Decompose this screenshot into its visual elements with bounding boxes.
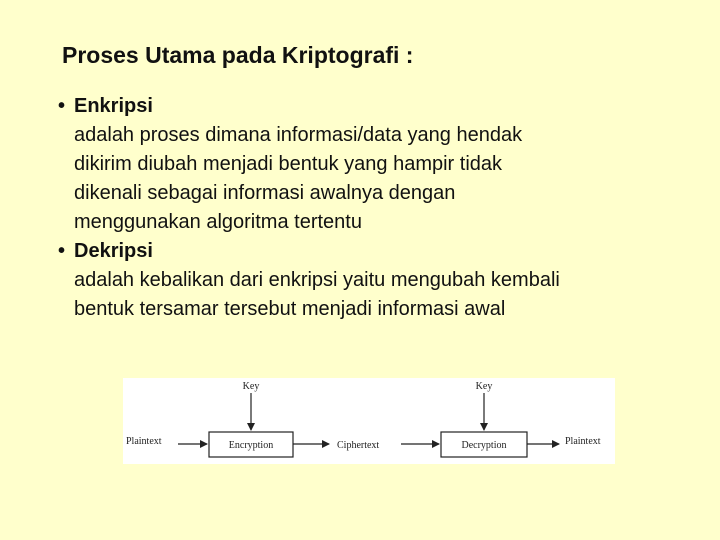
paragraph-dekripsi bbox=[58, 266, 698, 324]
bullet-mark: • bbox=[58, 240, 66, 262]
paragraph-line: dikenali sebagai informasi awalnya dengan bbox=[74, 182, 456, 204]
paragraph-line: adalah kebalikan dari enkripsi yaitu mengubah kembali bbox=[74, 269, 560, 291]
bullet-heading-enkripsi: Enkripsi bbox=[74, 95, 153, 117]
ciphertext-label: Ciphertext bbox=[337, 440, 380, 451]
bullet-heading-dekripsi: Dekripsi bbox=[74, 240, 153, 262]
bullet-enkripsi bbox=[58, 92, 698, 121]
paragraph-line: bentuk tersamar tersebut menjadi informasi awal bbox=[74, 298, 506, 320]
paragraph-line: dikirim diubah menjadi bentuk yang hampir tidak bbox=[74, 153, 503, 175]
crypto-flow-svg bbox=[123, 378, 615, 464]
bullet-dekripsi bbox=[58, 237, 698, 266]
bullet-mark: • bbox=[58, 95, 66, 117]
decryption-label: Decryption bbox=[461, 440, 507, 451]
key-label-left: Key bbox=[242, 381, 260, 392]
crypto-flow-diagram bbox=[123, 378, 615, 464]
plaintext-in-label: Plaintext bbox=[126, 436, 162, 447]
slide-title: Proses Utama pada Kriptografi : bbox=[62, 42, 414, 68]
key-label-right: Key bbox=[475, 381, 493, 392]
encryption-label: Encryption bbox=[228, 440, 274, 451]
slide-content bbox=[58, 92, 698, 324]
paragraph-line: menggunakan algoritma tertentu bbox=[74, 211, 362, 233]
paragraph-line: adalah proses dimana informasi/data yang hendak bbox=[74, 124, 523, 146]
plaintext-out-label: Plaintext bbox=[565, 436, 601, 447]
paragraph-enkripsi bbox=[58, 121, 698, 237]
